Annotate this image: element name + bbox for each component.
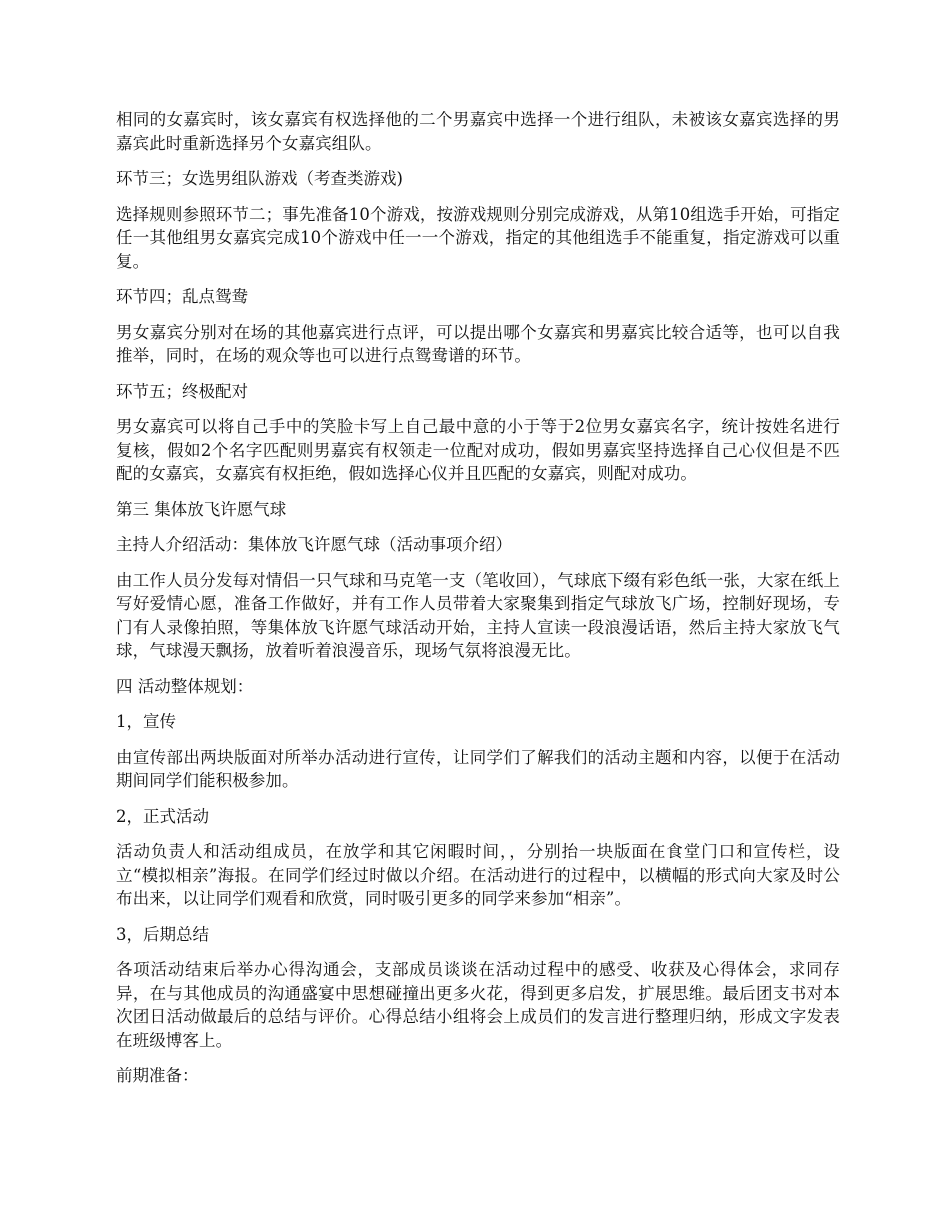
paragraph-publicity: 由宣传部出两块版面对所举办活动进行宣传，让同学们了解我们的活动主题和内容，以便于在活动期间同学们能积极参加。	[116, 747, 840, 790]
heading-segment-three: 环节三；女选男组队游戏（考查类游戏)	[116, 169, 403, 188]
heading-segment-five: 环节五；终极配对	[116, 381, 248, 401]
document-body	[116, 108, 840, 1100]
paragraph-segment-three-rules: 选择规则参照环节二；事先准备10个游戏，按游戏规则分别完成游戏，从第10组选手开始，可指定任一其他组男女嘉宾完成10个游戏中任一一个游戏，指定的其他组选手不能重复，指定游戏可以重复。	[116, 204, 840, 271]
heading-formal-activity: 2，正式活动	[116, 806, 209, 826]
heading-segment-four: 环节四；乱点鸳鸯	[116, 287, 248, 306]
heading-host-introduction: 主持人介绍活动：集体放飞许愿气球（活动事项介绍）	[116, 535, 512, 554]
paragraph-segment-five-rules: 男女嘉宾可以将自己手中的笑脸卡写上自己最中意的小于等于2位男女嘉宾名字，统计按姓名进行复核，假如2个名字匹配则男嘉宾有权领走一位配对成功，假如男嘉宾坚持选择自己心仪但是不匹配的女嘉宾，女嘉宾有权拒绝，假如选择心仪并且匹配的女嘉宾，则配对成功。	[116, 417, 840, 483]
paragraph-formal-activity: 活动负责人和活动组成员，在放学和其它闲暇时间，，分别抬一块版面在食堂门口和宣传栏，设立“模拟相亲”海报。在同学们经过时做以介绍。在活动进行的过程中，以横幅的形式向大家及时公布出来，以让同学们观看和欣赏，同时吸引更多的同学来参加“相亲”。	[116, 842, 840, 908]
paragraph-segment-four-rules: 男女嘉宾分别对在场的其他嘉宾进行点评，可以提出哪个女嘉宾和男嘉宾比较合适等，也可以自我推举，同时，在场的观众等也可以进行点鸳鸯谱的环节。	[116, 322, 840, 365]
paragraph-female-guest-choice: 相同的女嘉宾时，该女嘉宾有权选择他的二个男嘉宾中选择一个进行组队，未被该女嘉宾选择的男嘉宾此时重新选择另个女嘉宾组队。	[116, 110, 840, 153]
heading-part-four-planning: 四 活动整体规划：	[116, 676, 254, 696]
heading-publicity: 1，宣传	[116, 712, 176, 731]
heading-preparation: 前期准备：	[116, 1066, 199, 1085]
heading-part-three-balloons: 第三 集体放飞许愿气球	[116, 499, 287, 519]
paragraph-summary: 各项活动结束后举办心得沟通会，支部成员谈谈在活动过程中的感受、收获及心得体会，求同存异，在与其他成员的沟通盛宴中思想碰撞出更多火花，得到更多启发，扩展思维。最后团支书对本次团日活动做最后的总结与评价。心得总结小组将会上成员们的发言进行整理归纳，形成文字发表在班级博客上。	[116, 960, 840, 1050]
paragraph-balloon-activity: 由工作人员分发每对情侣一只气球和马克笔一支（笔收回），气球底下缀有彩色纸一张，大家在纸上写好爱情心愿，准备工作做好，并有工作人员带着大家聚集到指定气球放飞广场，控制好现场，专门有人录像拍照，等集体放飞许愿气球活动开始，主持人宣读一段浪漫话语，然后主持大家放飞气球，气球漫天飘扬，放着听着浪漫音乐，现场气氛将浪漫无比。	[116, 570, 840, 660]
heading-summary: 3，后期总结	[116, 924, 209, 944]
